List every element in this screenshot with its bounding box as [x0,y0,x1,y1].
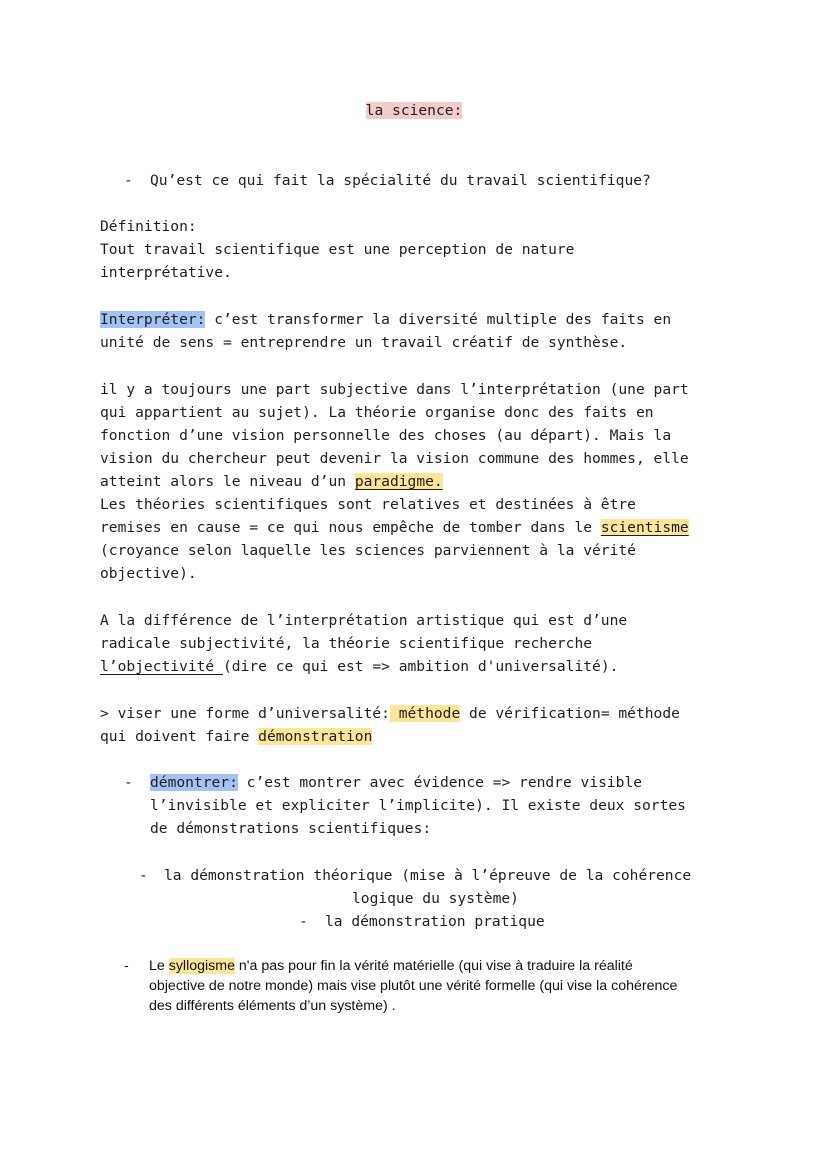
demonstration-theorique-line-2: logique du système) [352,890,519,907]
question-item [124,169,133,192]
paragraph3-line-2 [100,725,372,748]
paragraph1-line-3: fonction d’une vision personnelle des choses (au départ). Mais la [100,427,672,444]
paragraph1-line-7 [100,516,689,539]
demontrer-line-3: de démonstrations scientifiques: [150,820,432,837]
paradigme-term: paradigme. [354,473,443,490]
demonstration-term: démonstration [258,728,373,745]
paragraph2-line-3 [100,655,618,678]
paragraph1-text: atteint alors le niveau d’un [100,473,355,490]
paragraph2-line-2: radicale subjectivité, la théorie scientifique recherche [100,635,593,652]
paragraph3-line-1 [100,702,680,725]
demonstration-pratique: la démonstration pratique [325,913,545,930]
interpreter-line-1 [100,308,671,331]
paragraph1-line-8: (croyance selon laquelle les sciences parviennent à la vérité [100,542,636,559]
demontrer-text: c’est montrer avec évidence => rendre visible [237,774,643,791]
interpreter-definition: c’est transformer la diversité multiple des faits en [205,311,672,328]
paragraph2-line-1: A la différence de l’interprétation artistique qui est d’une [100,612,628,629]
methode-term: méthode [389,705,461,722]
syllogisme-line-1 [149,956,633,977]
paragraph1-line-4: vision du chercheur peut devenir la vision commune des hommes, elle [100,450,689,467]
paragraph1-line-1: il y a toujours une part subjective dans l’interprétation (une part [100,381,689,398]
paragraph3-text: qui doivent faire [100,728,259,745]
title-highlight: la science: [365,102,463,119]
interpreter-term: Interpréter: [100,311,206,328]
paragraph2-text: (dire ce qui est => ambition d'universalité). [223,658,619,675]
demontrer-term: démontrer: [150,774,238,791]
definition-line-1: Tout travail scientifique est une perception de nature [100,241,575,258]
syllogisme-text: n'a pas pour fin la vérité matérielle (qui vise à traduire la réalité [234,958,633,974]
objectivite-term: l’objectivité [100,658,224,675]
paragraph1-line-9: objective). [100,565,197,582]
demontrer-line-2: l’invisible et expliciter l’implicite). Il existe deux sortes [150,797,686,814]
paragraph1-line-2: qui appartient au sujet). La théorie organise donc des faits en [100,404,654,421]
question-text: Qu’est ce qui fait la spécialité du travail scientifique? [150,172,651,189]
paragraph1-line-5 [100,470,443,493]
demonstration-pratique-bullet: - [299,913,308,930]
paragraph3-text: de vérification= méthode [460,705,680,722]
paragraph1-line-6: Les théories scientifiques sont relatives et destinées à être [100,496,636,513]
definition-label: Définition: [100,218,197,235]
demontrer-line-1 [150,771,642,794]
definition-line-2: interprétative. [100,264,232,281]
demonstration-theorique-bullet: - [139,867,148,884]
paragraph3-text: > viser une forme d’universalité: [100,705,390,722]
syllogisme-bullet: - [124,958,129,974]
demontrer-bullet: - [124,774,133,791]
scientisme-term: scientisme [600,519,689,536]
interpreter-line-2: unité de sens = entreprendre un travail créatif de synthèse. [100,334,628,351]
page-title [0,99,828,122]
demonstration-theorique-line-1: la démonstration théorique (mise à l’épreuve de la cohérence [164,867,692,884]
syllogisme-text: Le [149,958,169,974]
syllogisme-term: syllogisme [168,958,235,974]
syllogisme-line-2: objective de notre monde) mais vise plutôt une vérité formelle (qui vise la cohérence [149,978,678,994]
paragraph1-text: remises en cause = ce qui nous empêche de tomber dans le [100,519,601,536]
syllogisme-line-3: des différents éléments d’un système) . [149,998,396,1014]
bullet-dash: - [124,172,133,189]
